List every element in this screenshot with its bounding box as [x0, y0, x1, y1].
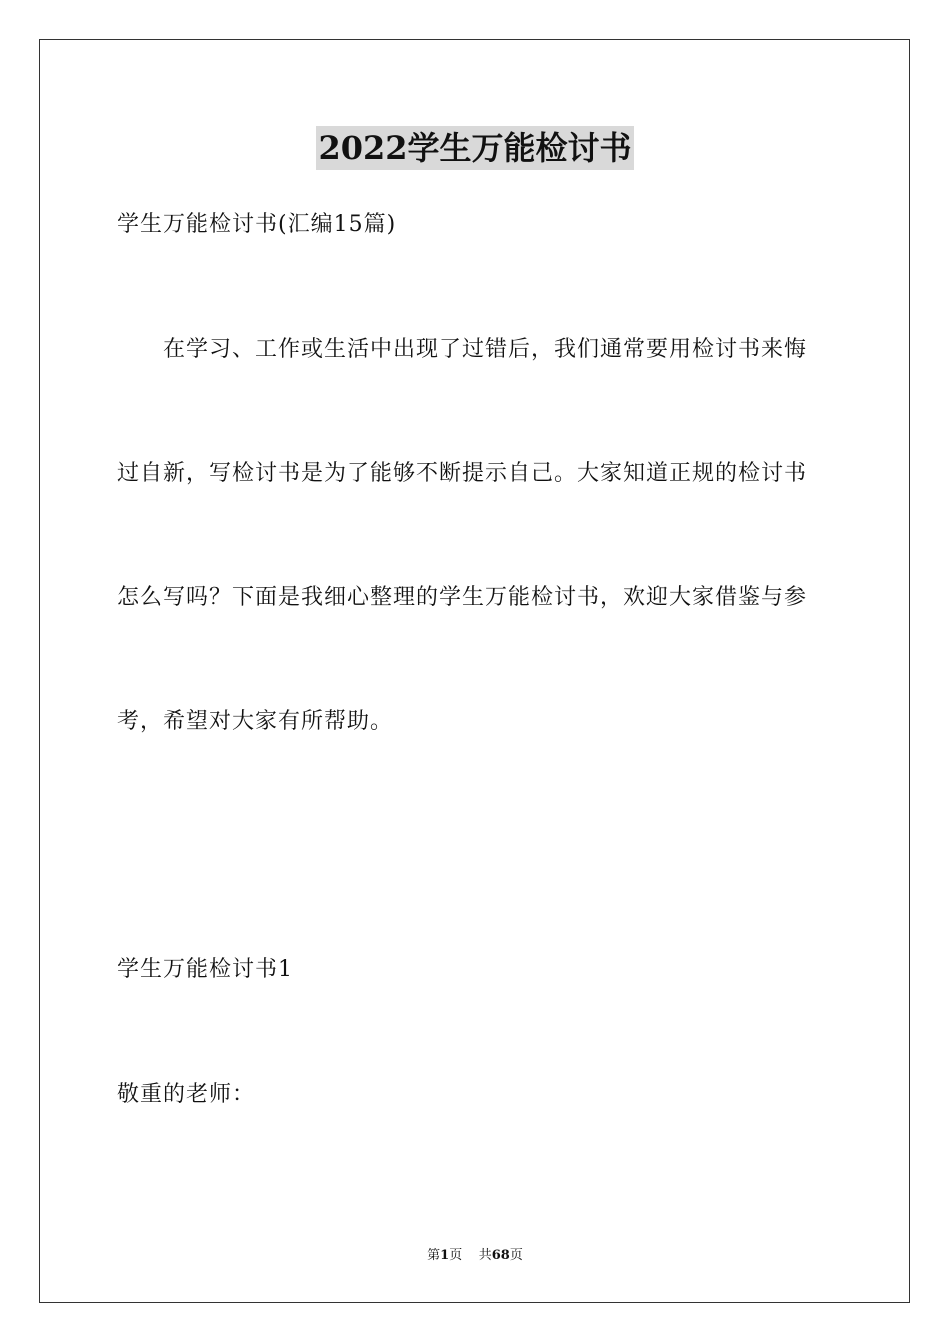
intro-paragraph-line-2: 过自新，写检讨书是为了能够不断提示自己。大家知道正规的检讨书	[117, 461, 808, 486]
footer-total-prefix: 共	[478, 1248, 492, 1263]
footer-total-pages: 68	[491, 1248, 510, 1263]
footer-page-suffix: 页	[449, 1248, 463, 1263]
intro-paragraph-line-1: 在学习、工作或生活中出现了过错后，我们通常要用检讨书来悔	[163, 337, 808, 362]
footer-page-number: 1	[440, 1248, 450, 1263]
title-container	[0, 126, 950, 170]
intro-paragraph-line-4: 考，希望对大家有所帮助。	[117, 709, 394, 734]
document-subtitle: 学生万能检讨书(汇编15篇)	[117, 212, 397, 237]
salutation: 敬重的老师：	[117, 1082, 256, 1107]
document-title: 2022学生万能检讨书	[316, 126, 633, 170]
intro-paragraph-line-3: 怎么写吗？下面是我细心整理的学生万能检讨书，欢迎大家借鉴与参	[117, 585, 808, 610]
footer-page-prefix: 第	[427, 1248, 441, 1263]
footer-total-suffix: 页	[509, 1248, 523, 1263]
section-heading: 学生万能检讨书1	[117, 957, 293, 982]
page-footer	[0, 1247, 950, 1265]
